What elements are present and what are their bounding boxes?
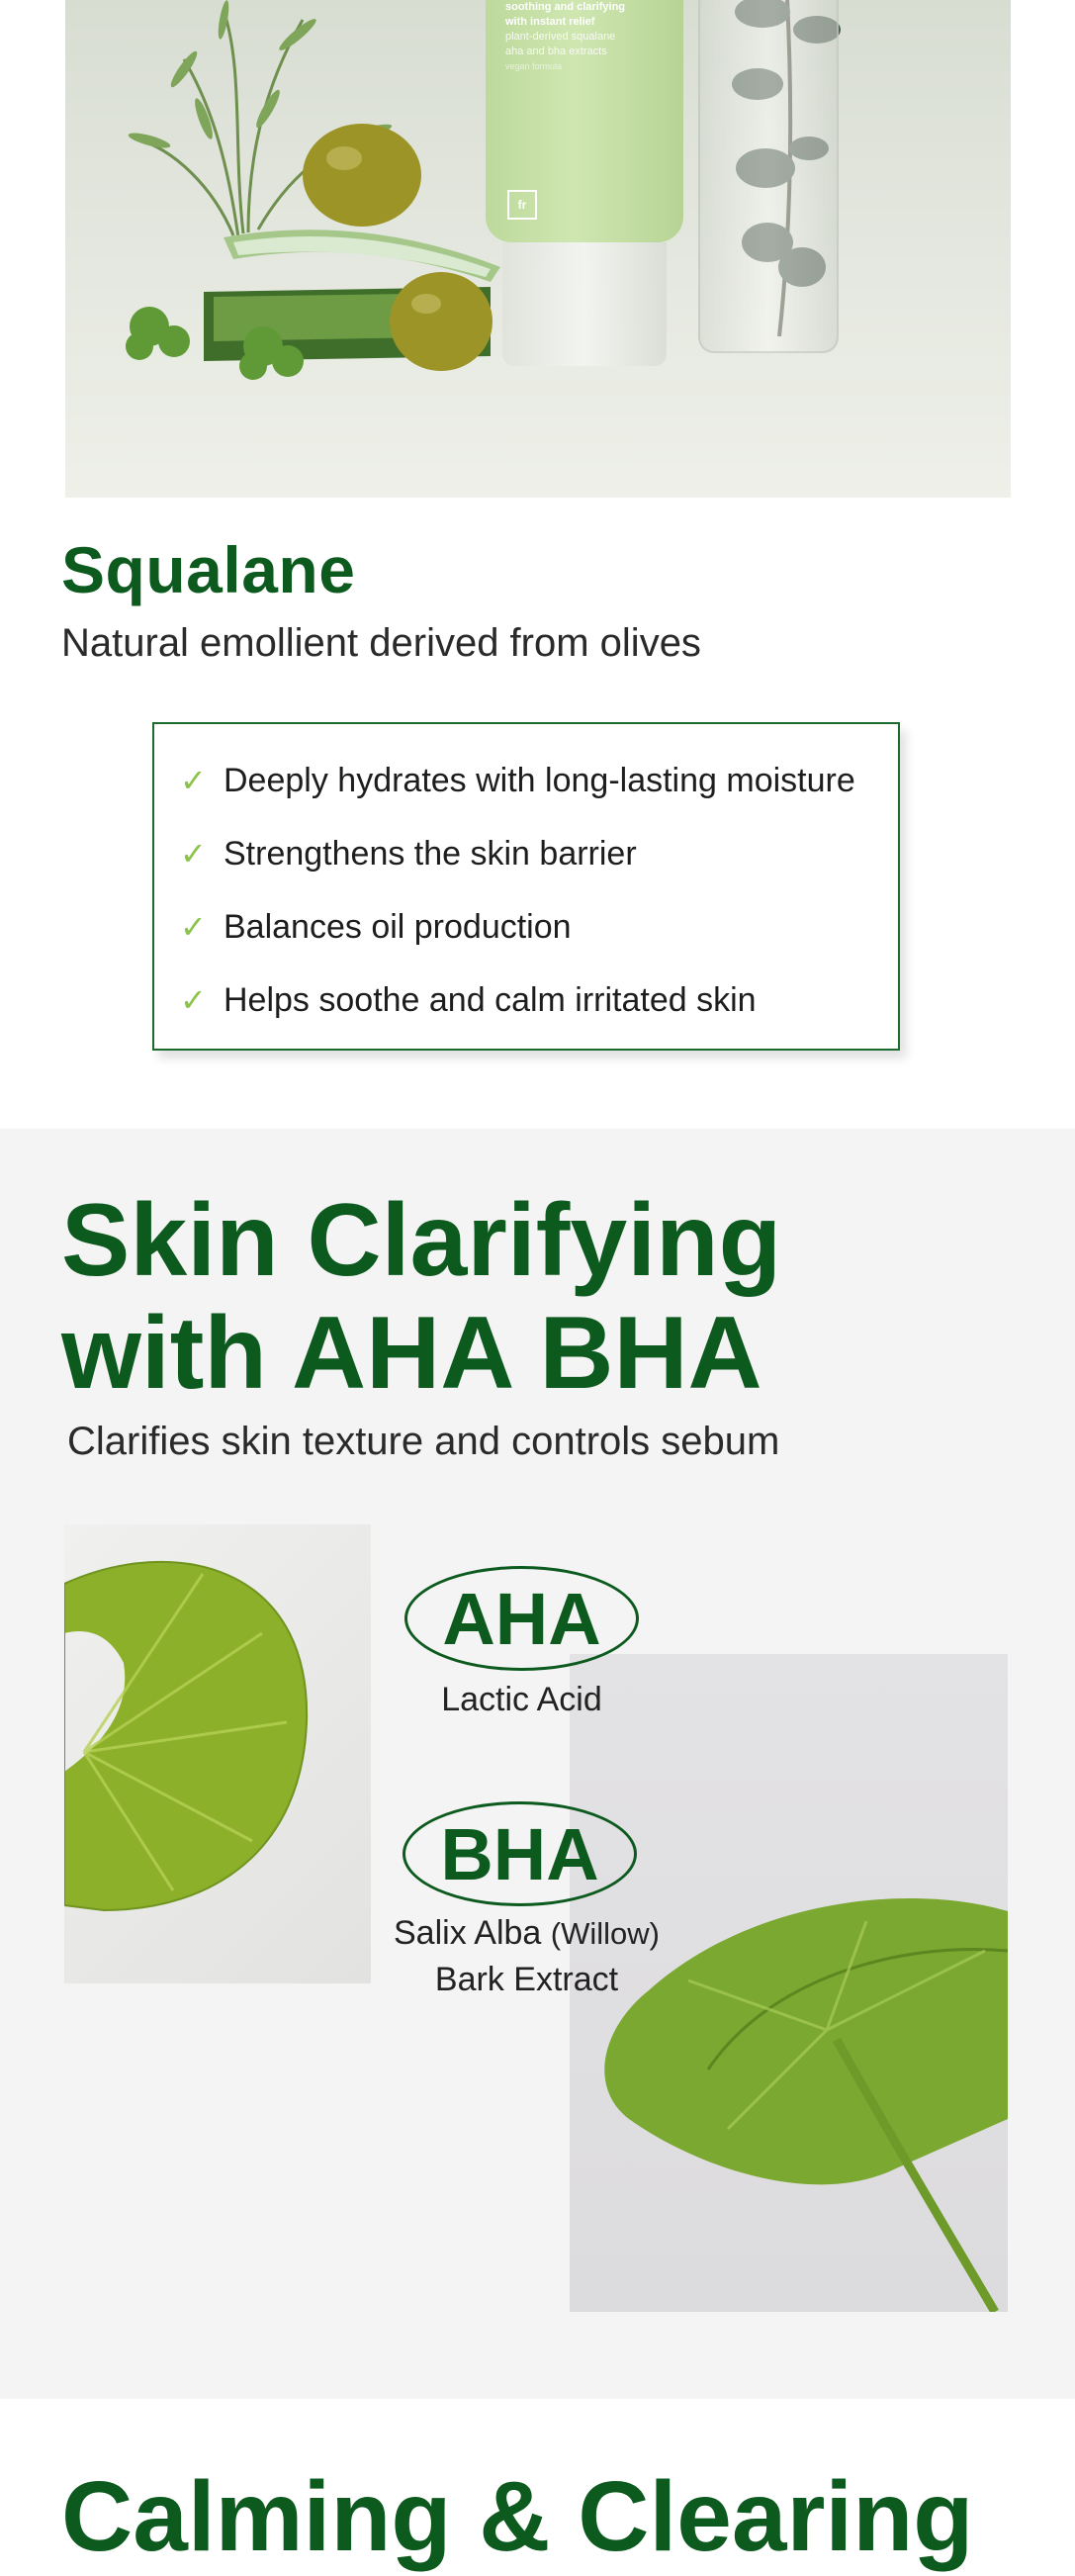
section-subtitle-clarifying: Clarifies skin texture and controls sebum	[67, 1420, 780, 1463]
check-icon: ✓	[180, 763, 207, 798]
aha-badge: AHA	[404, 1566, 639, 1671]
product-tube-cap	[502, 242, 667, 366]
tube-label-line: aha and bha extracts	[505, 46, 607, 57]
glass-vase	[698, 0, 839, 353]
check-icon: ✓	[180, 836, 207, 872]
brand-logo-icon: fr	[507, 190, 537, 220]
product-tube-label	[505, 0, 625, 74]
tube-label-line: vegan formula	[505, 61, 563, 71]
tube-label-line: plant-derived squalane	[505, 31, 616, 43]
centella-leaf-icon	[64, 1524, 371, 1983]
section-title-calming: Calming & Clearing	[61, 2461, 974, 2572]
title-line: Skin Clarifying	[61, 1183, 782, 1298]
benefits-box	[152, 722, 900, 1051]
benefit-item	[180, 817, 898, 890]
bha-ingredient	[366, 1910, 687, 2002]
tube-label-line: soothing and clarifying	[505, 1, 626, 13]
leaf-photo-left	[64, 1524, 371, 1983]
hero-product-photo	[65, 0, 1011, 498]
section-subtitle-squalane: Natural emollient derived from olives	[61, 621, 701, 665]
check-icon: ✓	[180, 982, 207, 1018]
tube-label-line: with instant relief	[505, 16, 595, 28]
benefit-text: Balances oil production	[224, 907, 572, 946]
check-icon: ✓	[180, 909, 207, 945]
benefit-item	[180, 890, 898, 964]
benefit-text: Deeply hydrates with long-lasting moisture	[224, 761, 855, 799]
benefit-text: Helps soothe and calm irritated skin	[224, 980, 757, 1019]
bha-badge: BHA	[403, 1801, 637, 1906]
product-tube	[486, 0, 683, 242]
bha-ingredient-main: Salix Alba	[394, 1914, 542, 1952]
aha-ingredient: Lactic Acid	[441, 1681, 602, 1718]
title-line: with AHA BHA	[61, 1296, 762, 1411]
bha-ingredient-line2: Bark Extract	[434, 1961, 619, 1998]
section-title-clarifying	[61, 1184, 781, 1410]
benefit-item	[180, 964, 898, 1037]
bha-ingredient-paren: (Willow)	[550, 1916, 660, 1951]
section-title-squalane: Squalane	[61, 533, 356, 606]
benefit-item	[180, 744, 898, 817]
clarifying-section	[0, 1129, 1075, 2399]
benefit-text: Strengthens the skin barrier	[224, 834, 637, 873]
